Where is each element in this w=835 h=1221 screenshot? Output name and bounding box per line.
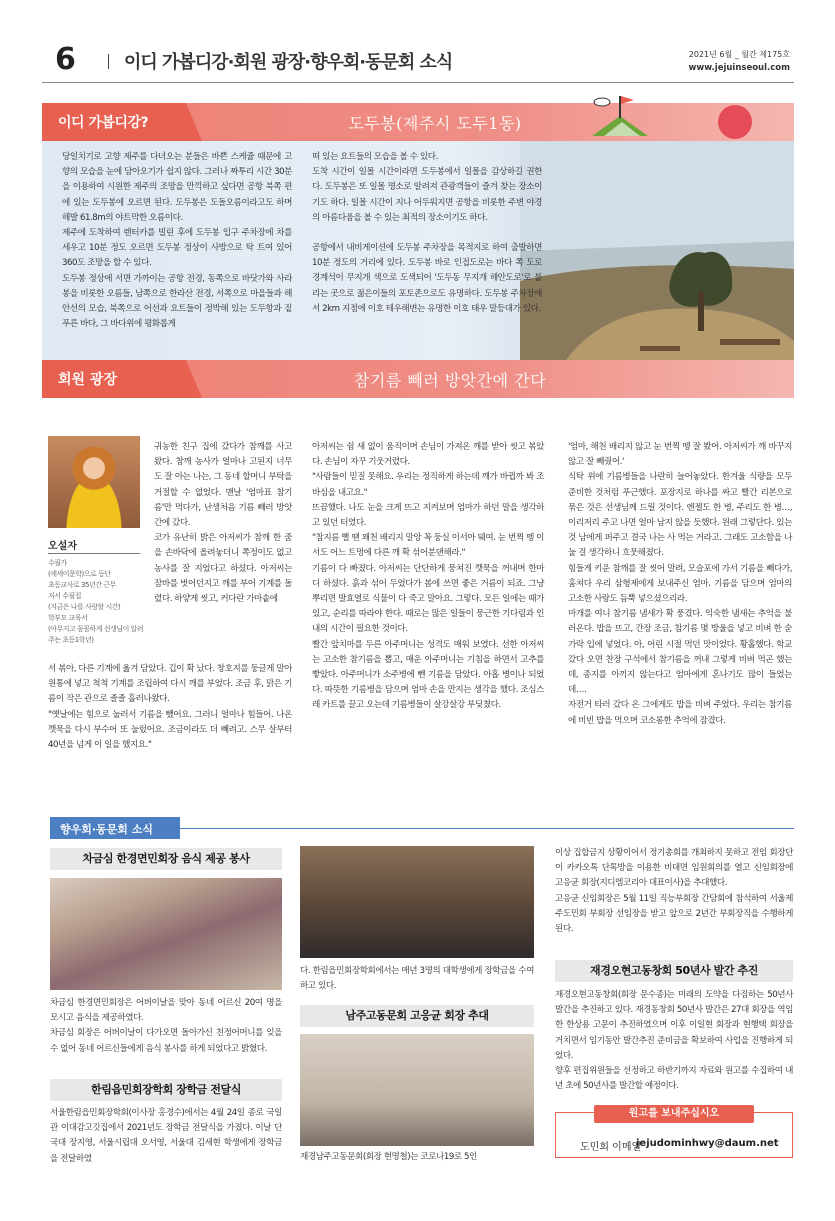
- paragraph: 마개를 여니 참기름 냄새가 확 풍겼다. 익숙한 냄새는 추억을 불러온다. 밥을 뜨고, 간장 조금, 참기름 몇 방울을 넣고 비벼 한 숟가락 입에 넣었다. 아, 어린 시절 먹던 맛이었다. 황홀했다. 학교 갔다 오면 찬장 구석에서 참기름을 꺼내 그렇게 비벼 먹곤 했는데, 종지를 아끼지 않는다고 엄마에게 혼나기도 많이 들었는데….: [568, 609, 792, 696]
- author-photo: [48, 436, 140, 528]
- header-rule: [42, 82, 794, 83]
- paragraph: 뜨끔했다. 나도 눈을 크게 뜨고 지켜보며 엄마가 하던 말을 생각하고 있던 터였다.: [312, 502, 544, 529]
- bio-line: (지금은 나를 사랑할 시간): [48, 603, 121, 611]
- article-heading: 한림읍민회장학회 장학금 전달식: [50, 1079, 282, 1101]
- bio-line: (에세이문학)으로 등단: [48, 570, 111, 578]
- author-divider: [48, 553, 140, 554]
- paragraph: "사람들이 믿질 못해요. 우리는 정직하게 하는데 깨가 바뀝까 봐 조바심을 내고요.": [312, 472, 544, 498]
- paragraph: 당일치기로 고향 제주를 다녀오는 분들은 바쁜 스케쥴 때문에 고향의 모습을 눈에 담아오기가 쉽지 않다. 그러나 짜투리 시간 30분을 이용하여 시원한 제주의 조망을 만끽하고 싶다면 공항 북쪽 편에 있는 도두봉에 오르면 된다. 도두봉은 도돌오름이라고도 하며 해발 61.8m의 야트막한 오름이다.: [62, 152, 292, 223]
- paragraph: 제주에 도착하여 렌터카를 빌린 후에 도두봉 입구 주차장에 차를 세우고 10분 정도 오르면 도두봉 정상이 사방으로 탁 트여 있어 360도 조망을 할 수 있다.: [62, 228, 292, 269]
- paragraph: 빨간 앞치마를 두른 아주머니는 성격도 매워 보였다. 선한 아저씨는 고소한 참기름을 뽑고, 매운 아주머니는 기침을 하면서 고추를 빻았다. 아주머니가 소주병에 뺀 기름을 담았다. 아홉 병이나 되었다. 따뜻한 기름병을 담으며 엄마 손을 만지는 생각을 했다. 조심스레 카트를 끌고 오는데 기름병들이 살강살강 부딪쳤다.: [312, 639, 544, 711]
- paragraph: 도착 시간이 일몰 시간이라면 도두봉에서 일몰을 감상하길 권한다. 도두봉은 또 일몰 명소로 알려져 관광객들이 즐겨 찾는 장소이기도 하다. 일몰 시간이 지나 어두워지면 공항을 비롯한 주변 야경의 아름다움을 볼 수 있는 최적의 장소이기도 하다.: [312, 167, 542, 223]
- page-title: 이디 가봅디강·회원 광장·향우회·동문회 소식: [124, 52, 453, 73]
- paragraph: 코가 유난히 밝은 아저씨가 참깨 한 줌을 손바닥에 올려놓더니 쪽정이도 없고 농사를 잘 지었다고 하셨다. 아저씨는 잠바를 벗어던지고 깨를 부어 기계를 돌렸다. 하얗게 씻고, 커다란 가마솥에: [154, 533, 292, 605]
- paragraph: 서울한림읍민회장학회(이사장 홍경수)에서는 4월 24일 종로 국일관 이대감고깃집에서 2021년도 장학금 전달식을 가졌다. 이날 단국대 장지영, 서울시립대 오서영, 서울대 김세현 학생에게 장학금을 전달하였: [50, 1108, 282, 1164]
- contribution-label: 도민회 이메일: [580, 1142, 642, 1153]
- paragraph: 재경남주고동문회(회장 현명철)는 코로나19로 5인: [300, 1152, 477, 1162]
- issue-info: 2021년 6월 _ 월간 제175호: [688, 50, 790, 59]
- section1-column-2: [312, 150, 542, 317]
- paragraph: 힘들게 키운 참깨를 잘 씻어 말려, 모슬포에 가서 기름을 빼다가, 훔쳐다 우리 삼형제에게 보내주신 엄마. 기름을 담으며 엄마의 고소한 사랑도 듬뿍 넣으셨으리라.: [568, 563, 792, 605]
- section2-column-3: [568, 440, 792, 729]
- author-name: 오설자: [48, 541, 77, 552]
- section1-label: 이디 가봅디강?: [58, 115, 149, 131]
- section2-title: 참기름 빼러 방앗간에 간다: [353, 371, 547, 390]
- paragraph: "참지름 뻘 땐 꽤천 배리지 말앙 꼭 둥실 이서아 뒈여. 눈 번찍 뗑 이서도 어느 트멍에 다른 깨 확 섞어분댄해라.": [312, 533, 544, 559]
- paragraph: 차금심 한경면민회장은 어버이날을 맞아 동네 어르신 20여 명을 모시고 음식을 제공하였다.: [50, 998, 282, 1024]
- section2-column-2: [312, 440, 544, 714]
- paragraph: 귀농한 친구 집에 갔다가 참깨를 사고 왔다. 참깨 농사가 얼마나 고된지 너무도 잘 아는 나는, 그 동네 할머니 부탁을 거절할 수 없었다. 맨날 '엄마표 참기름'만 먹다가, 난생처음 기름 빼러 방앗간에 갔다.: [154, 442, 292, 529]
- bio-line: 학부모 교육서: [48, 614, 88, 622]
- author-bio: [48, 558, 148, 646]
- scholarship-photo: [300, 846, 534, 958]
- section2-column-1b: [48, 662, 292, 753]
- section3-rule: [180, 828, 794, 829]
- article-heading: 재경오현고동창회 50년사 발간 추진: [555, 960, 793, 982]
- paragraph: "옛날에는 힘으로 눌러서 기름을 뺐어요. 그러니 얼마나 힘들어. 나온 깻묵을 다시 부수어 또 눌렀어요. 조금이라도 더 빼려고. 스무 살부터 40년을 넘게 이 일을 했지요.": [48, 709, 292, 751]
- bio-line: 수필가: [48, 559, 67, 567]
- section3-label: [50, 817, 180, 839]
- contribution-email[interactable]: jejudominhwy@daum.net: [636, 1138, 779, 1149]
- header-divider: [108, 54, 109, 69]
- paragraph: 고응균 신임회장은 5월 11일 직능부회장 간담회에 참석하여 서울제주도민회 부회장 선임장을 받고 앞으로 2년간 부회장직을 수행하게 된다.: [555, 893, 793, 935]
- paragraph: 차금심 회장은 어버이날이 다가오면 돌아가신 친정어머니를 잊을 수 없어 동네 어르신들에게 음식 봉사를 하게 되었다고 밝혔다.: [50, 1028, 282, 1054]
- paragraph: 서 볶아, 다른 기계에 옮겨 담았다. 깁이 확 났다. 창호지를 둥글게 말아 원통에 넣고 척척 기계를 조립하여 다시 깨를 부었다. 조금 후, 맑은 기름이 작은 관으로 졸졸 흘러나왔다.: [48, 664, 292, 705]
- paragraph: 공항에서 내비게이션에 도두봉 주차장을 목적지로 하여 출발하면 10분 정도의 거리에 있다. 도두봉 바로 인접도로는 바다 쪽 도로 경계석이 무지개 색으로 도색되어 '도두동 무지개 해안도로'로 불리는 곳으로 젊은이들의 포토존으로도 유명하다. 도두봉 주차장에서 2km 지점에 이호 테우해변는 유명한 이호 태우 말등대가 있다.: [312, 243, 542, 314]
- paragraph: 아저씨는 쉼 새 없이 움직이며 손님이 가져온 깨를 받아 씻고 볶았다. 손님이 자꾸 기웃거렸다.: [312, 442, 544, 468]
- section2-column-1a: [154, 440, 292, 607]
- article1-body: [50, 996, 282, 1057]
- bio-line: 초등교사로 35년간 근무: [48, 581, 116, 589]
- alumni-photo: [300, 1034, 534, 1146]
- paragraph: '엄마, 해천 배리지 않고 눈 번찍 뗑 잘 봤어. 아저씨가 깨 바꾸지 않고 잘 빼줬어.': [568, 442, 792, 468]
- article-heading: 차금심 한경면민회장 음식 제공 봉사: [50, 848, 282, 870]
- section2-label: 회원 광장: [58, 372, 117, 388]
- dodubong-photo: [520, 141, 794, 369]
- paragraph: 향후 편집위원들을 선정하고 하반기까지 자료와 원고를 수집하여 내년 초에 50년사를 발간할 예정이다.: [555, 1066, 793, 1092]
- section1-column-1: [62, 150, 292, 332]
- paragraph: 기름이 다 빠졌다. 아저씨는 단단하게 뭉쳐진 깻묵을 꺼내며 한마디 하셨다. 흙과 섞어 두었다가 봄에 쓰면 좋은 거름이 되죠. 그냥 뿌리면 발효열로 식물이 다 죽고 말아요. 그렇다. 모든 일에는 때가 있고, 순리를 따라야 한다. 때로는 많은 일들이 뭉근한 기다림과 인내의 시간이 필요한 것이다.: [312, 563, 544, 635]
- paragraph: 식탁 위에 기름병들을 나란히 늘어놓았다. 한겨울 식량을 모두 준비한 것처럼 푸근했다. 포장지로 하나를 싸고 빨간 리본으로 묶은 것은 선생님께 드릴 것이다. 엔젤도 한 병, 주리도 한 병…, 이리저리 주고 나면 얼마 남지 않을 듯했다. 원래 그렇단다. 있는 것 남에게 퍼주고 결국 나는 사 먹는 거라고. 그래도 고소함을 나눌 걸 생각하니 흐뭇해졌다.: [568, 472, 792, 559]
- page-number: 6: [55, 42, 75, 77]
- paragraph: 재경오현고동창회(회장 문수종)는 미래의 도약을 다짐하는 50년사 발간을 추진하고 있다. 재경동창회 50년사 발간은 27대 회장을 역임한 한상용 고문이 추진하였으며 이후 이일현 회장과 현행택 회장을 거치면서 임기동안 발간추진 준비금을 확보하여 사업을 진행하게 되었다.: [555, 990, 793, 1061]
- article3-body-cont: [555, 846, 793, 937]
- paragraph: 도두봉 정상에 서면 가까이는 공항 전경, 동쪽으로 바닷가와 사라봉을 비롯한 오름들, 남쪽으로 한라산 전경, 서쪽으로 마을들과 해안선의 모습, 북쪽으로 어선과 요트들이 정박해 있는 도두항과 짙푸른 바다, 그 바다위에 평화롭게: [62, 273, 292, 330]
- article-heading: 남주고동문회 고응균 회장 추대: [300, 1005, 534, 1027]
- mountain-flag-icon: [590, 88, 650, 138]
- bio-line: 저서 수필집: [48, 592, 82, 600]
- bio-line: (아무지고 꼼꼼하게 선생님이 알려주는 초등1학년): [48, 625, 144, 644]
- article2-body-cont: [300, 964, 534, 994]
- volunteer-photo: [50, 878, 282, 990]
- section3-label-text: 향우회·동문회 소식: [60, 823, 154, 836]
- site-url[interactable]: www.jejuinseoul.com: [688, 63, 790, 73]
- paragraph: 떠 있는 요트들의 모습을 볼 수 있다.: [312, 152, 438, 162]
- contribution-heading: 원고를 보내주십시오: [594, 1105, 754, 1123]
- paragraph-spacer: [312, 226, 542, 241]
- article2-body: [50, 1106, 282, 1167]
- section1-title: 도두봉(제주시 도두1동): [348, 114, 522, 133]
- logo-icon: [718, 105, 752, 139]
- paragraph: 다. 한림읍민회장학회에서는 매년 3명의 대학생에게 장학금을 수여하고 있다.: [300, 966, 534, 992]
- article4-body: [555, 988, 793, 1094]
- article3-body: [300, 1150, 534, 1165]
- paragraph: 이상 집합금지 상황이어서 정기총회를 개최하지 못하고 전임 회장단이 카카오톡 단톡방을 이용한 비대면 임원회의를 열고 신임회장에 고응균 회장(지디엠코리아 대표이사)을 추대했다.: [555, 848, 793, 889]
- paragraph: 자전거 타러 갔다 온 그에게도 밥을 비벼 주었다. 우리는 참기름에 비빈 밥을 먹으며 코소롱한 추억에 잠겼다.: [568, 700, 792, 726]
